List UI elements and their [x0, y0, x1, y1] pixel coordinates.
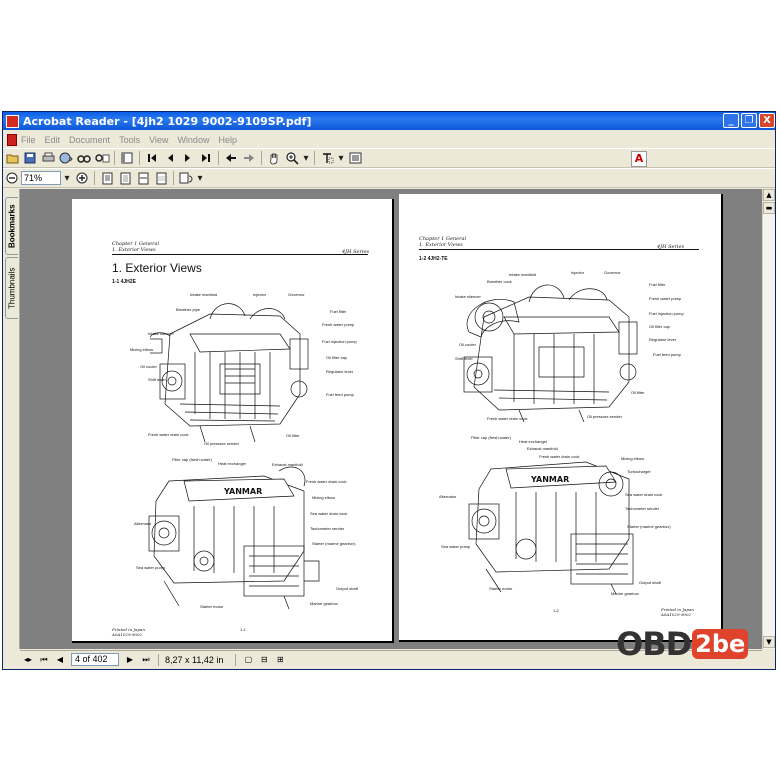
- page-number: 1-1: [240, 627, 246, 632]
- callout: Breather pipe: [176, 307, 201, 312]
- callout: Mixing elbow: [130, 347, 154, 352]
- header-rule: [112, 254, 368, 255]
- fit-page-icon[interactable]: [117, 171, 133, 185]
- callout: Mixing elbow: [312, 495, 336, 500]
- menu-edit[interactable]: Edit: [44, 134, 61, 145]
- svg-text:YANMAR: YANMAR: [224, 487, 263, 496]
- callout: Regulator lever: [326, 369, 354, 374]
- document-view[interactable]: [20, 189, 762, 649]
- fit-visible-icon[interactable]: [153, 171, 169, 185]
- callout: Fuel filter: [330, 309, 347, 314]
- hand-tool-icon[interactable]: [266, 151, 282, 165]
- callout: Intake manifold: [190, 292, 218, 297]
- callout: Filler cap (fresh water): [172, 457, 212, 462]
- open-icon[interactable]: [4, 151, 20, 165]
- zoom-dropdown-icon[interactable]: ▾: [64, 172, 70, 184]
- toolbar-separator: [139, 151, 140, 165]
- save-icon[interactable]: [22, 151, 38, 165]
- series-label: 4JH Series: [342, 249, 370, 255]
- callout: Filler cap (fresh water): [471, 435, 511, 440]
- page-size-label: 8,27 x 11,42 in: [165, 654, 224, 665]
- zoom-in-icon[interactable]: [74, 171, 90, 185]
- toolbar-separator: [314, 151, 315, 165]
- go-back-icon[interactable]: [223, 151, 239, 165]
- callout: Shift lever: [148, 377, 166, 382]
- callout: Marine gearbox: [310, 601, 338, 606]
- callout: Starter (marine gearbox): [627, 524, 671, 529]
- callout: Governor: [604, 270, 621, 275]
- callout: Heat exchanger: [519, 439, 548, 444]
- callout: Exhaust manifold: [527, 446, 558, 451]
- callout: Injector: [253, 292, 267, 297]
- email-icon[interactable]: [58, 151, 74, 165]
- chapter-header-line1: Chapter 1 General: [112, 241, 160, 247]
- document-icon[interactable]: [7, 134, 17, 146]
- callout: Marine gearbox: [611, 591, 639, 596]
- section-title: 1. Exterior Views: [112, 261, 202, 275]
- callout: Fresh water pump: [649, 296, 682, 301]
- callout: Shift lever: [455, 356, 473, 361]
- callout: Regulator lever: [649, 337, 677, 342]
- next-page-icon[interactable]: ▶: [126, 654, 134, 664]
- engine-drawing-4jh2-te: [459, 272, 649, 422]
- rotate-view-icon[interactable]: [178, 171, 194, 185]
- callout: Fresh water drain cock: [306, 479, 347, 484]
- page-footer: Printed in Japan A0A1029-9002: [112, 627, 145, 637]
- callout: Alternator: [439, 494, 457, 499]
- fit-width-icon[interactable]: [135, 171, 151, 185]
- callout: Injector: [571, 270, 585, 275]
- navigation-toggle-icon[interactable]: ◂▸: [23, 654, 33, 664]
- callout: Oil cooler: [140, 364, 157, 369]
- navigation-pane-tabs: [3, 189, 20, 649]
- callout: Fuel injection pump: [322, 339, 357, 344]
- callout: Tachometer sender: [625, 506, 660, 511]
- find-icon[interactable]: [76, 151, 92, 165]
- close-button[interactable]: X: [759, 113, 775, 128]
- scroll-up-button[interactable]: ▲: [763, 189, 775, 201]
- engine-drawing-4jh2-te-rear: [461, 444, 651, 594]
- chapter-header-line2: 1. Exterior Views: [419, 242, 463, 248]
- first-page-icon[interactable]: ⏮: [40, 654, 48, 664]
- menu-document[interactable]: Document: [69, 134, 111, 145]
- page-footer: Printed in Japan A0A1029-9002: [661, 607, 694, 617]
- chevron-down-icon[interactable]: ▾: [197, 172, 203, 184]
- last-page-icon[interactable]: [198, 151, 214, 165]
- first-page-icon[interactable]: [144, 151, 160, 165]
- status-separator: [158, 654, 159, 666]
- callout: Intake manifold: [509, 272, 537, 277]
- callout: Sea water drain cock: [310, 511, 348, 516]
- callout: Intake silencer: [455, 294, 481, 299]
- callout: Oil filter: [286, 433, 300, 438]
- callout: Intake silencer: [148, 331, 174, 336]
- main-toolbar: [3, 148, 775, 168]
- callout: Oil filler cap: [326, 355, 347, 360]
- single-page-icon[interactable]: ▢: [244, 654, 253, 664]
- previous-page-icon[interactable]: ◀: [56, 654, 64, 664]
- chapter-header-line1: Chapter 1 General: [419, 236, 467, 242]
- callout: Alternator: [134, 521, 152, 526]
- tab-bookmarks[interactable]: Bookmarks: [5, 197, 18, 255]
- callout: Heat exchanger: [218, 461, 247, 466]
- page-number: 1-2: [553, 608, 559, 613]
- toolbar-separator: [94, 171, 95, 185]
- callout: Sea water drain cock: [625, 492, 663, 497]
- obd2be-watermark-logo: [616, 626, 772, 662]
- callout: Oil cooler: [459, 342, 476, 347]
- menu-file[interactable]: File: [21, 134, 36, 145]
- title-bar: [3, 112, 775, 130]
- callout: Fuel feed pump: [653, 352, 681, 357]
- text-select-icon[interactable]: [319, 151, 335, 165]
- facing-pages-icon[interactable]: ⊞: [277, 654, 284, 664]
- adobe-logo-icon[interactable]: A: [631, 151, 647, 167]
- pdf-page-left: [72, 199, 394, 643]
- next-page-icon[interactable]: [180, 151, 196, 165]
- pdf-page-right: [399, 194, 723, 642]
- toolbar-separator: [218, 151, 219, 165]
- callout: Output shaft: [639, 580, 661, 585]
- callout: Governor: [288, 292, 305, 297]
- callout: Fresh water drain cock: [539, 454, 580, 459]
- menu-help[interactable]: Help: [218, 134, 237, 145]
- restore-button[interactable]: ❐: [741, 113, 757, 128]
- page-number-field[interactable]: 4 of 402: [71, 653, 119, 666]
- subsection-title: 1-1 4JH2E: [112, 279, 136, 285]
- callout: Fresh water drain cock: [148, 432, 189, 437]
- callout: Oil filter: [631, 390, 645, 395]
- acrobat-app-icon[interactable]: [6, 115, 19, 128]
- zoom-level-field[interactable]: 71%: [21, 171, 61, 185]
- window-title: Acrobat Reader - [4jh2 1029 9002-9109SP.pdf]: [23, 114, 312, 128]
- chevron-down-icon[interactable]: ▾: [338, 152, 344, 164]
- zoom-toolbar: [3, 168, 775, 188]
- toolbar-separator: [114, 151, 115, 165]
- callout: Fuel injection pump: [649, 311, 684, 316]
- tab-thumbnails[interactable]: Thumbnails: [5, 257, 18, 319]
- menu-tools[interactable]: Tools: [119, 134, 141, 145]
- menu-bar: [3, 131, 775, 148]
- watermark-part1: OBD: [616, 625, 692, 663]
- scroll-thumb[interactable]: ▬: [763, 202, 775, 214]
- zoom-in-icon[interactable]: [284, 151, 300, 165]
- toolbar-separator: [173, 171, 174, 185]
- callout: Fresh water drain cock: [487, 416, 528, 421]
- callout: Breather cock: [487, 279, 512, 284]
- svg-text:YANMAR: YANMAR: [531, 475, 570, 484]
- minimize-button[interactable]: _: [723, 113, 739, 128]
- continuous-icon[interactable]: ⊟: [261, 654, 268, 664]
- callout: Fresh water pump: [322, 322, 355, 327]
- callout: Starter motor: [489, 586, 513, 591]
- callout: Fuel filter: [649, 282, 666, 287]
- callout: Mixing elbow: [621, 456, 645, 461]
- print-icon[interactable]: [40, 151, 56, 165]
- watermark-part2: 2be: [692, 629, 748, 659]
- actual-size-icon[interactable]: [99, 171, 115, 185]
- subsection-title: 1-2 4JH2-TE: [419, 256, 448, 262]
- callout: Fuel feed pump: [326, 392, 354, 397]
- callout: Oil pressure sender: [204, 441, 239, 446]
- acrobat-window: [2, 111, 776, 670]
- status-separator: [235, 654, 236, 666]
- callout: Sea water pump: [441, 544, 471, 549]
- toolbar-separator: [261, 151, 262, 165]
- vertical-scrollbar[interactable]: [762, 189, 775, 649]
- chapter-header-line2: 1. Exterior Views: [112, 247, 156, 253]
- search-icon[interactable]: [94, 151, 110, 165]
- scroll-down-button[interactable]: ▼: [763, 636, 775, 648]
- menu-window[interactable]: Window: [177, 134, 210, 145]
- go-forward-icon[interactable]: [241, 151, 257, 165]
- callout: Oil filler cap: [649, 324, 670, 329]
- show-hide-navigation-icon[interactable]: [119, 151, 135, 165]
- previous-page-icon[interactable]: [162, 151, 178, 165]
- series-label: 4JH Series: [657, 244, 685, 250]
- callout: Output shaft: [336, 586, 358, 591]
- callout: Sea water pump: [136, 565, 166, 570]
- column-select-icon[interactable]: [347, 151, 363, 165]
- callout: Turbocharger: [627, 469, 651, 474]
- callout: Starter (marine gearbox): [312, 541, 356, 546]
- callout: Exhaust manifold: [272, 462, 303, 467]
- menu-view[interactable]: View: [149, 134, 169, 145]
- callout: Starter motor: [200, 604, 224, 609]
- engine-drawing-4jh2e: [150, 294, 320, 444]
- last-page-icon[interactable]: ⏭: [142, 654, 150, 664]
- engine-drawing-4jh2e-rear: [144, 461, 324, 611]
- zoom-out-icon[interactable]: [4, 171, 20, 185]
- chevron-down-icon[interactable]: ▾: [303, 152, 309, 164]
- callout: Tachometer sender: [310, 526, 345, 531]
- callout: Oil pressure sender: [587, 414, 622, 419]
